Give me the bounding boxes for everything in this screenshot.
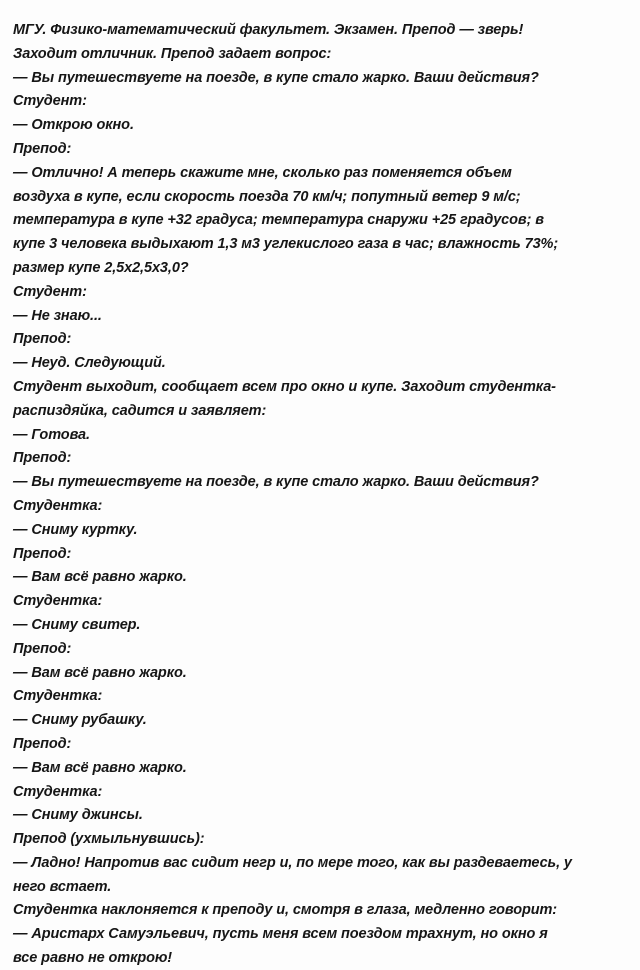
joke-text-line: Студент выходит, сообщает всем про окно и купе. Заходит студентка- — [13, 377, 556, 395]
joke-text-line: — Сниму рубашку. — [13, 711, 147, 729]
joke-title-line: МГУ. Физико-математический факультет. Экзамен. Препод — зверь! — [13, 21, 524, 38]
joke-text-line: Заходит отличник. Препод задает вопрос: — [13, 44, 332, 62]
joke-text-line: воздуха в купе, если скорость поезда 70 км/ч; попутный ветер 9 м/с; — [13, 187, 521, 205]
joke-text-line: температура в купе +32 градуса; температура снаружи +25 градусов; в — [13, 211, 544, 229]
joke-text-line: Студентка: — [13, 782, 103, 800]
joke-text-line: Студентка: — [13, 687, 103, 705]
joke-text-line: Препод: — [13, 139, 72, 157]
joke-text-line: — Готова. — [13, 425, 90, 443]
joke-text-line: — Вам всё равно жарко. — [13, 568, 187, 586]
joke-text-line: — Сниму свитер. — [13, 615, 141, 633]
joke-text-line: Препод (ухмыльнувшись): — [13, 830, 205, 848]
joke-text-line: все равно не открою! — [13, 949, 173, 967]
joke-text-line: — Вы путешествуете на поезде, в купе стало жарко. Ваши действия? — [13, 473, 539, 491]
joke-text-line: Препод: — [13, 544, 72, 562]
joke-text-line: — Ладно! Напротив вас сидит негр и, по мере того, как вы раздеваетесь, у — [13, 853, 572, 871]
joke-text-line: Препод: — [13, 734, 72, 752]
joke-text-line: — Открою окно. — [13, 116, 134, 134]
joke-text-line: него встает. — [13, 877, 112, 895]
joke-text-line: — Неуд. Следующий. — [13, 354, 166, 372]
joke-text-line: распиздяйка, садится и заявляет: — [13, 401, 267, 419]
joke-text-line: размер купе 2,5х2,5х3,0? — [13, 258, 189, 276]
joke-text-line: — Не знаю... — [13, 306, 102, 324]
joke-text-line: Студентка: — [13, 496, 103, 514]
joke-text-line: — Вам всё равно жарко. — [13, 758, 187, 776]
joke-text-line: — Вы путешествуете на поезде, в купе стало жарко. Ваши действия? — [13, 68, 539, 86]
joke-text-line: Студент: — [13, 92, 87, 110]
joke-text-line: Препод: — [13, 330, 72, 348]
joke-text-line: купе 3 человека выдыхают 1,3 м3 углекислого газа в час; влажность 73%; — [13, 235, 559, 253]
joke-text-line: Препод: — [13, 639, 72, 657]
joke-text-line: — Вам всё равно жарко. — [13, 663, 187, 681]
joke-text-line: — Сниму джинсы. — [13, 806, 143, 824]
joke-text-line: — Аристарх Самуэльевич, пусть меня всем поездом трахнут, но окно я — [13, 925, 548, 943]
joke-text-line: Студентка наклоняется к преподу и, смотря в глаза, медленно говорит: — [13, 901, 558, 919]
joke-text-line: Студентка: — [13, 592, 103, 610]
joke-text-line: — Сниму куртку. — [13, 520, 138, 538]
joke-text-line: Студент: — [13, 282, 87, 300]
joke-text-line: — Отлично! А теперь скажите мне, сколько раз поменяется объем — [13, 163, 512, 181]
joke-text-line: Препод: — [13, 449, 72, 467]
